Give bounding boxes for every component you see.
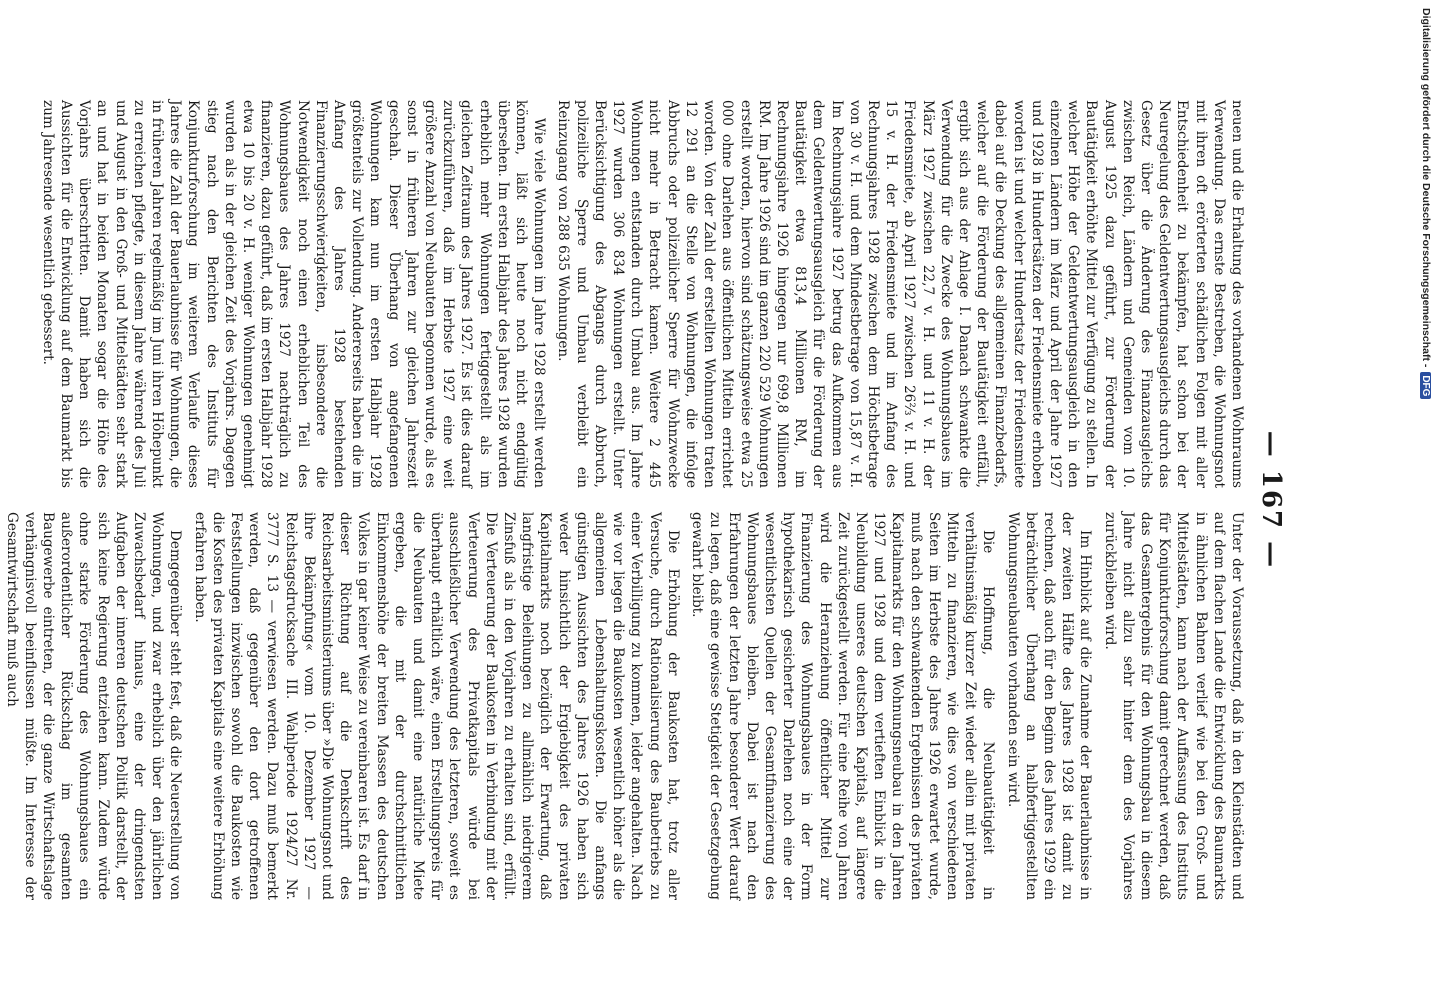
page-number: — 167 — (1256, 430, 1286, 570)
left-column (39, 100, 1246, 488)
rotated-page (3, 100, 1290, 900)
paragraph: Unter der Voraussetzung, daß in den Kleinstädten und auf dem flachen Lande die Entwicklung des Baumarkts in ähnlichen Bahnen verlief wie bei den Groß- und Mittelstädten, kann nach der Auffassung des Instituts für Konjunkturforschung damit gerechnet werden, daß das Gesamtergebnis für den Wohnungsbau in diesem Jahre nicht allzu sehr hinter dem des Vorjahres zurückbleiben wird. (1101, 512, 1245, 900)
page (3, 100, 1290, 900)
text-columns (3, 100, 1246, 900)
paragraph: neuen und die Erhaltung des vorhandenen Wohnraums Verwendung. Das ernste Bestreben, die Wohnungsnot mit ihren oft erörterten schädlichen Folgen mit aller Entschiedenheit zu bekämpfen, hat schon bei der Neuregelung des Geldentwertungsausgleichs durch das Gesetz über die Änderung des Finanzausgleichs zwischen Reich, Ländern und Gemeinden vom 10. August 1925 dazu geführt, zur Förderung der Bautätigkeit erhöhte Mittel zur Verfügung zu stellen. In welcher Höhe der Geldentwertungsausgleich in den einzelnen Ländern im März und April der Jahre 1927 und 1928 in Hundertsätzen der Friedensmiete erhoben worden ist und welcher Hundertsatz der Friedensmiete dabei auf die Deckung des allgemeinen Finanzbedarfs, welcher auf die Förderung der Bautätigkeit entfällt, ergibt sich aus der Anlage I. Danach schwankte die Verwendung für die Zwecke des Wohnungsbaues im März 1927 zwischen 22,7 v. H. und 11 v. H. der Friedensmiete, ab April 1927 zwischen 26⅔ v. H. und 15 v. H. der Friedensmiete und im Anfang des Rechnungsjahres 1928 zwischen dem Höchstbetrage von 30 v. H. und dem Mindestbetrage von 15,87 v. H. Im Rechnungsjahre 1927 betrug das Aufkommen aus dem Geldentwertungsausgleich für die Förderung der Bautätigkeit etwa 813,4 Millionen RM, im Rechnungsjahre 1926 hingegen nur 699,8 Millionen RM. Im Jahre 1926 sind im ganzen 220 529 Wohnungen erstellt worden, hiervon sind schätzungsweise etwa 25 000 ohne Darlehen aus öffentlichen Mitteln errichtet worden. Von der Zahl der erstellten Wohnungen traten 12 291 an die Stelle von Wohnungen, die infolge Abbruchs oder polizeilicher Sperre für Wohnzwecke nicht mehr in Betracht kamen. Weitere 2 445 Wohnungen entstanden durch Umbau aus. Im Jahre 1927 wurden 306 834 Wohnungen erstellt. Unter Berücksichtigung des Abgangs durch Abbruch, polizeiliche Sperre und Umbau verbleibt ein Reinzugang von 288 635 Wohnungen. (555, 100, 1245, 488)
right-column (3, 512, 1246, 900)
digitization-credit-text-wrap (1420, 8, 1432, 399)
digitization-credit-text: Digitalisierung gefördert durch die Deutsche Forschungsgemeinschaft - (1420, 8, 1432, 368)
paragraph: Wie viele Wohnungen im Jahre 1928 erstellt werden können, läßt sich heute noch nicht endgültig übersehen. Im ersten Halbjahr des Jahres 1928 wurden erheblich mehr Wohnungen fertiggestellt als im gleichen Zeitraum des Jahres 1927. Es ist dies darauf zurückzuführen, daß im Herbste 1927 eine weit größere Anzahl von Neubauten begonnen wurde, als es sonst in früheren Jahren zur gleichen Jahreszeit geschah. Dieser Überhang von angefangenen Wohnungen kam nun im ersten Halbjahr 1928 größtenteils zur Vollendung. Andererseits haben die im Anfang des Jahres 1928 bestehenden Finanzierungsschwierigkeiten, insbesondere die Notwendigkeit noch einen erheblichen Teil des Wohnungsbaues des Jahres 1927 nachträglich zu finanzieren, dazu geführt, daß im ersten Halbjahr 1928 etwa 10 bis 20 v. H. weniger Wohnungen genehmigt wurden als in der gleichen Zeit des Vorjahrs. Dagegen stieg nach den Berichten des Instituts für Konjunkturforschung im weiteren Verlaufe dieses Jahres die Zahl der Bauerlaubnisse für Wohnungen, die in früheren Jahren regelmäßig im Juni ihren Höhepunkt zu erreichen pflegte, in diesem Jahre während des Juli und August in den Groß- und Mittelstädten sehr stark an und hat in beiden Monaten sogar die Höhe des Vorjahrs überschritten. Damit haben sich die Aussichten für die Entwicklung auf dem Baumarkt bis zum Jahresende wesentlich gebessert. (39, 100, 548, 488)
paragraph: Demgegenüber steht fest, daß die Neuerstellung von Wohnungen, und zwar erheblich über den jährlichen Zuwachsbedarf hinaus, eine der dringendsten Aufgaben der inneren deutschen Politik darstellt, der sich keine Regierung entziehen kann. Zudem würde ohne starke Förderung des Wohnungsbaues ein außerordentlicher Rückschlag im gesamten Baugewerbe eintreten, der die ganze Wirtschaftslage verhängnisvoll beeinflussen müßte. Im Interesse der Gesamtwirtschaft muß auch (3, 512, 184, 900)
paragraph: Im Hinblick auf die Zunahme der Bauerlaubnisse in der zweiten Hälfte des Jahres 1928 ist damit zu rechnen, daß auch für den Beginn des Jahres 1929 ein beträchtlicher Überhang an halbfertiggestellten Wohnungsneubauten vorhanden sein wird. (1004, 512, 1094, 900)
paragraph: Die Hoffnung, die Neubautätigkeit in verhältnismäßig kurzer Zeit wieder allein mit privaten Mitteln zu finanzieren, wie dies von verschiedenen Seiten im Herbste des Jahres 1926 erwartet wurde, muß nach den schwankenden Ergebnissen des privaten Kapitalmarkts für den Wohnungsneubau in den Jahren 1927 und 1928 und dem vertieften Einblick in die Neubildung unseres deutschen Kapitals, auf längere Zeit zurückgestellt werden. Für eine Reihe von Jahren wird die Heranziehung öffentlicher Mittel zur Finanzierung des Wohnungsbaues in der Form hypothekarisch gesicherter Darlehen noch eine der wesentlichsten Quellen der Gesamtfinanzierung des Wohnungsbaues bleiben. Dabei ist nach den Erfahrungen der letzten Jahre besonderer Wert darauf zu legen, daß eine gewisse Stetigkeit der Gesetzgebung gewahrt bleibt. (689, 512, 997, 900)
paragraph: Die Erhöhung der Baukosten hat, trotz aller Versuche, durch Rationalisierung des Baubetriebs zu einer Verbilligung zu kommen, leider angehalten. Nach wie vor liegen die Baukosten wesentlich höher als die allgemeinen Lebenshaltungskosten. Die anfangs günstigen Aussichten des Jahres 1926 haben sich weder hinsichtlich der Ergiebigkeit des privaten Kapitalmarkts noch bezüglich der Erwartung, daß langfristige Beleihungen zu allmählich niedrigerem Zinsfuß als in den Vorjahren zu erhalten sind, erfüllt. Die Verteuerung der Baukosten in Verbindung mit der Verteuerung des Privatkapitals würde bei ausschließlicher Verwendung des letzteren, soweit es überhaupt erhältlich wäre, einen Erstellungspreis für die Neubauten und damit eine natürliche Miete ergeben, die mit der durchschnittlichen Einkommenshöhe der breiten Massen des deutschen Volkes in gar keiner Weise zu vereinbaren ist. Es darf in dieser Richtung auf die Denkschrift des Reichsarbeitsministeriums über »Die Wohnungsnot und ihre Bekämpfung« vom 10. Dezember 1927 — Reichstagsdrucksache III. Wahlperiode 1924/27 Nr. 3777 S. 13 — verwiesen werden. Dazu muß bemerkt werden, daß gegenüber den dort getroffenen Feststellungen inzwischen sowohl die Baukosten wie die Kosten des privaten Kapitals eine weitere Erhöhung erfahren haben. (191, 512, 681, 900)
digitization-credit (1412, 8, 1432, 1008)
dfg-logo: DFG (1420, 372, 1431, 399)
